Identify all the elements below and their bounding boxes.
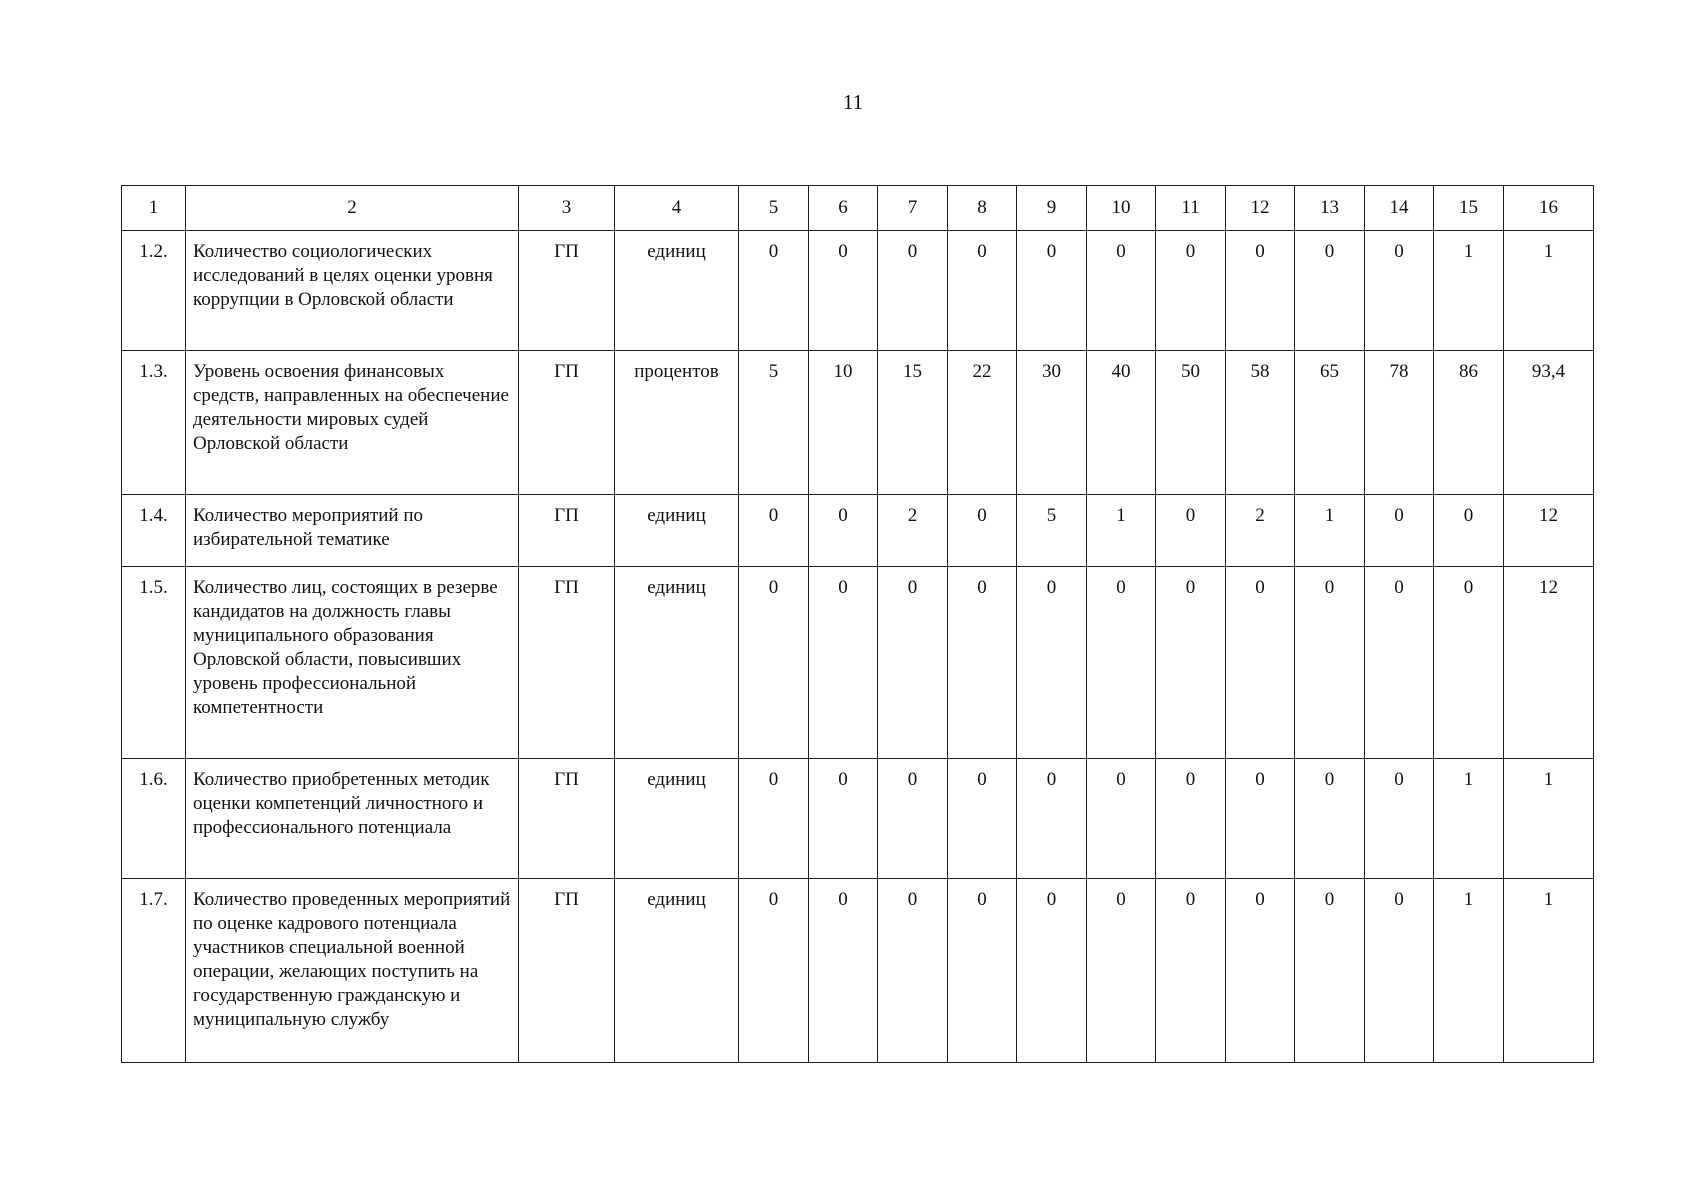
indicator-name-cell: Количество лиц, состоящих в резерве кандидатов на должность главы муниципального образования Орловской области, повысивших уровень профессиональной компетентности bbox=[186, 567, 519, 759]
value-cell: 1 bbox=[1504, 231, 1594, 351]
value-cell: 50 bbox=[1156, 351, 1226, 495]
value-cell: 12 bbox=[1504, 495, 1594, 567]
value-cell: 0 bbox=[1156, 231, 1226, 351]
unit-cell: единиц bbox=[615, 879, 739, 1063]
header-cell: 11 bbox=[1156, 186, 1226, 231]
header-cell: 6 bbox=[809, 186, 878, 231]
value-cell: 0 bbox=[739, 567, 809, 759]
value-cell: 10 bbox=[809, 351, 878, 495]
value-cell: 0 bbox=[1295, 759, 1365, 879]
header-cell: 9 bbox=[1017, 186, 1087, 231]
header-cell: 10 bbox=[1087, 186, 1156, 231]
row-number-cell: 1.7. bbox=[122, 879, 186, 1063]
program-cell: ГП bbox=[519, 567, 615, 759]
program-cell: ГП bbox=[519, 879, 615, 1063]
row-number-cell: 1.6. bbox=[122, 759, 186, 879]
value-cell: 0 bbox=[878, 879, 948, 1063]
value-cell: 1 bbox=[1434, 231, 1504, 351]
row-number-cell: 1.3. bbox=[122, 351, 186, 495]
value-cell: 0 bbox=[1226, 879, 1295, 1063]
value-cell: 0 bbox=[1156, 495, 1226, 567]
row-number-cell: 1.5. bbox=[122, 567, 186, 759]
value-cell: 0 bbox=[948, 495, 1017, 567]
table-row bbox=[122, 231, 1594, 351]
table-row bbox=[122, 351, 1594, 495]
value-cell: 0 bbox=[1087, 879, 1156, 1063]
value-cell: 0 bbox=[1087, 567, 1156, 759]
header-cell: 14 bbox=[1365, 186, 1434, 231]
table-body bbox=[122, 231, 1594, 1063]
value-cell: 0 bbox=[739, 231, 809, 351]
value-cell: 1 bbox=[1504, 879, 1594, 1063]
table-row bbox=[122, 759, 1594, 879]
header-row bbox=[122, 186, 1594, 231]
value-cell: 0 bbox=[809, 567, 878, 759]
header-cell: 7 bbox=[878, 186, 948, 231]
unit-cell: единиц bbox=[615, 567, 739, 759]
value-cell: 2 bbox=[878, 495, 948, 567]
header-cell: 16 bbox=[1504, 186, 1594, 231]
header-cell: 4 bbox=[615, 186, 739, 231]
unit-cell: единиц bbox=[615, 759, 739, 879]
indicator-name-cell: Количество социологических исследований в целях оценки уровня коррупции в Орловской области bbox=[186, 231, 519, 351]
value-cell: 1 bbox=[1087, 495, 1156, 567]
indicators-table bbox=[121, 185, 1594, 1063]
value-cell: 1 bbox=[1434, 759, 1504, 879]
value-cell: 0 bbox=[809, 759, 878, 879]
value-cell: 0 bbox=[1017, 759, 1087, 879]
value-cell: 22 bbox=[948, 351, 1017, 495]
value-cell: 0 bbox=[878, 231, 948, 351]
value-cell: 0 bbox=[1295, 567, 1365, 759]
value-cell: 0 bbox=[739, 759, 809, 879]
header-cell: 12 bbox=[1226, 186, 1295, 231]
value-cell: 1 bbox=[1434, 879, 1504, 1063]
header-cell: 5 bbox=[739, 186, 809, 231]
program-cell: ГП bbox=[519, 351, 615, 495]
value-cell: 0 bbox=[1156, 567, 1226, 759]
table-row bbox=[122, 879, 1594, 1063]
value-cell: 0 bbox=[1434, 495, 1504, 567]
value-cell: 30 bbox=[1017, 351, 1087, 495]
row-number-cell: 1.4. bbox=[122, 495, 186, 567]
value-cell: 0 bbox=[1365, 759, 1434, 879]
value-cell: 2 bbox=[1226, 495, 1295, 567]
value-cell: 65 bbox=[1295, 351, 1365, 495]
indicator-name-cell: Уровень освоения финансовых средств, направленных на обеспечение деятельности мировых судей Орловской области bbox=[186, 351, 519, 495]
indicator-name-cell: Количество приобретенных методик оценки компетенций личностного и профессионального потенциала bbox=[186, 759, 519, 879]
row-number-cell: 1.2. bbox=[122, 231, 186, 351]
value-cell: 1 bbox=[1504, 759, 1594, 879]
value-cell: 0 bbox=[1017, 879, 1087, 1063]
header-cell: 13 bbox=[1295, 186, 1365, 231]
value-cell: 0 bbox=[1365, 231, 1434, 351]
header-cell: 8 bbox=[948, 186, 1017, 231]
value-cell: 0 bbox=[1156, 759, 1226, 879]
table-row bbox=[122, 495, 1594, 567]
header-cell: 2 bbox=[186, 186, 519, 231]
value-cell: 0 bbox=[948, 879, 1017, 1063]
value-cell: 0 bbox=[1226, 231, 1295, 351]
program-cell: ГП bbox=[519, 231, 615, 351]
value-cell: 0 bbox=[878, 759, 948, 879]
value-cell: 78 bbox=[1365, 351, 1434, 495]
value-cell: 0 bbox=[809, 231, 878, 351]
value-cell: 40 bbox=[1087, 351, 1156, 495]
value-cell: 86 bbox=[1434, 351, 1504, 495]
value-cell: 58 bbox=[1226, 351, 1295, 495]
value-cell: 0 bbox=[739, 495, 809, 567]
value-cell: 0 bbox=[1295, 879, 1365, 1063]
value-cell: 0 bbox=[878, 567, 948, 759]
table-header bbox=[122, 186, 1594, 231]
unit-cell: единиц bbox=[615, 495, 739, 567]
value-cell: 0 bbox=[809, 879, 878, 1063]
value-cell: 0 bbox=[739, 879, 809, 1063]
value-cell: 5 bbox=[1017, 495, 1087, 567]
table-row bbox=[122, 567, 1594, 759]
unit-cell: единиц bbox=[615, 231, 739, 351]
value-cell: 93,4 bbox=[1504, 351, 1594, 495]
value-cell: 12 bbox=[1504, 567, 1594, 759]
header-cell: 3 bbox=[519, 186, 615, 231]
value-cell: 1 bbox=[1295, 495, 1365, 567]
indicator-name-cell: Количество мероприятий по избирательной тематике bbox=[186, 495, 519, 567]
value-cell: 0 bbox=[1365, 495, 1434, 567]
value-cell: 0 bbox=[1226, 759, 1295, 879]
header-cell: 15 bbox=[1434, 186, 1504, 231]
value-cell: 0 bbox=[809, 495, 878, 567]
program-cell: ГП bbox=[519, 495, 615, 567]
value-cell: 0 bbox=[948, 567, 1017, 759]
value-cell: 0 bbox=[1017, 231, 1087, 351]
value-cell: 0 bbox=[1226, 567, 1295, 759]
value-cell: 0 bbox=[1295, 231, 1365, 351]
value-cell: 0 bbox=[1434, 567, 1504, 759]
value-cell: 0 bbox=[1017, 567, 1087, 759]
indicator-name-cell: Количество проведенных мероприятий по оценке кадрового потенциала участников специальной военной операции, желающих поступить на государственную гражданскую и муниципальную службу bbox=[186, 879, 519, 1063]
value-cell: 0 bbox=[948, 759, 1017, 879]
header-cell: 1 bbox=[122, 186, 186, 231]
value-cell: 15 bbox=[878, 351, 948, 495]
value-cell: 0 bbox=[1087, 231, 1156, 351]
value-cell: 0 bbox=[1156, 879, 1226, 1063]
page-number: 11 bbox=[842, 90, 864, 114]
value-cell: 0 bbox=[1365, 567, 1434, 759]
value-cell: 0 bbox=[1365, 879, 1434, 1063]
value-cell: 0 bbox=[948, 231, 1017, 351]
unit-cell: процентов bbox=[615, 351, 739, 495]
value-cell: 0 bbox=[1087, 759, 1156, 879]
value-cell: 5 bbox=[739, 351, 809, 495]
program-cell: ГП bbox=[519, 759, 615, 879]
